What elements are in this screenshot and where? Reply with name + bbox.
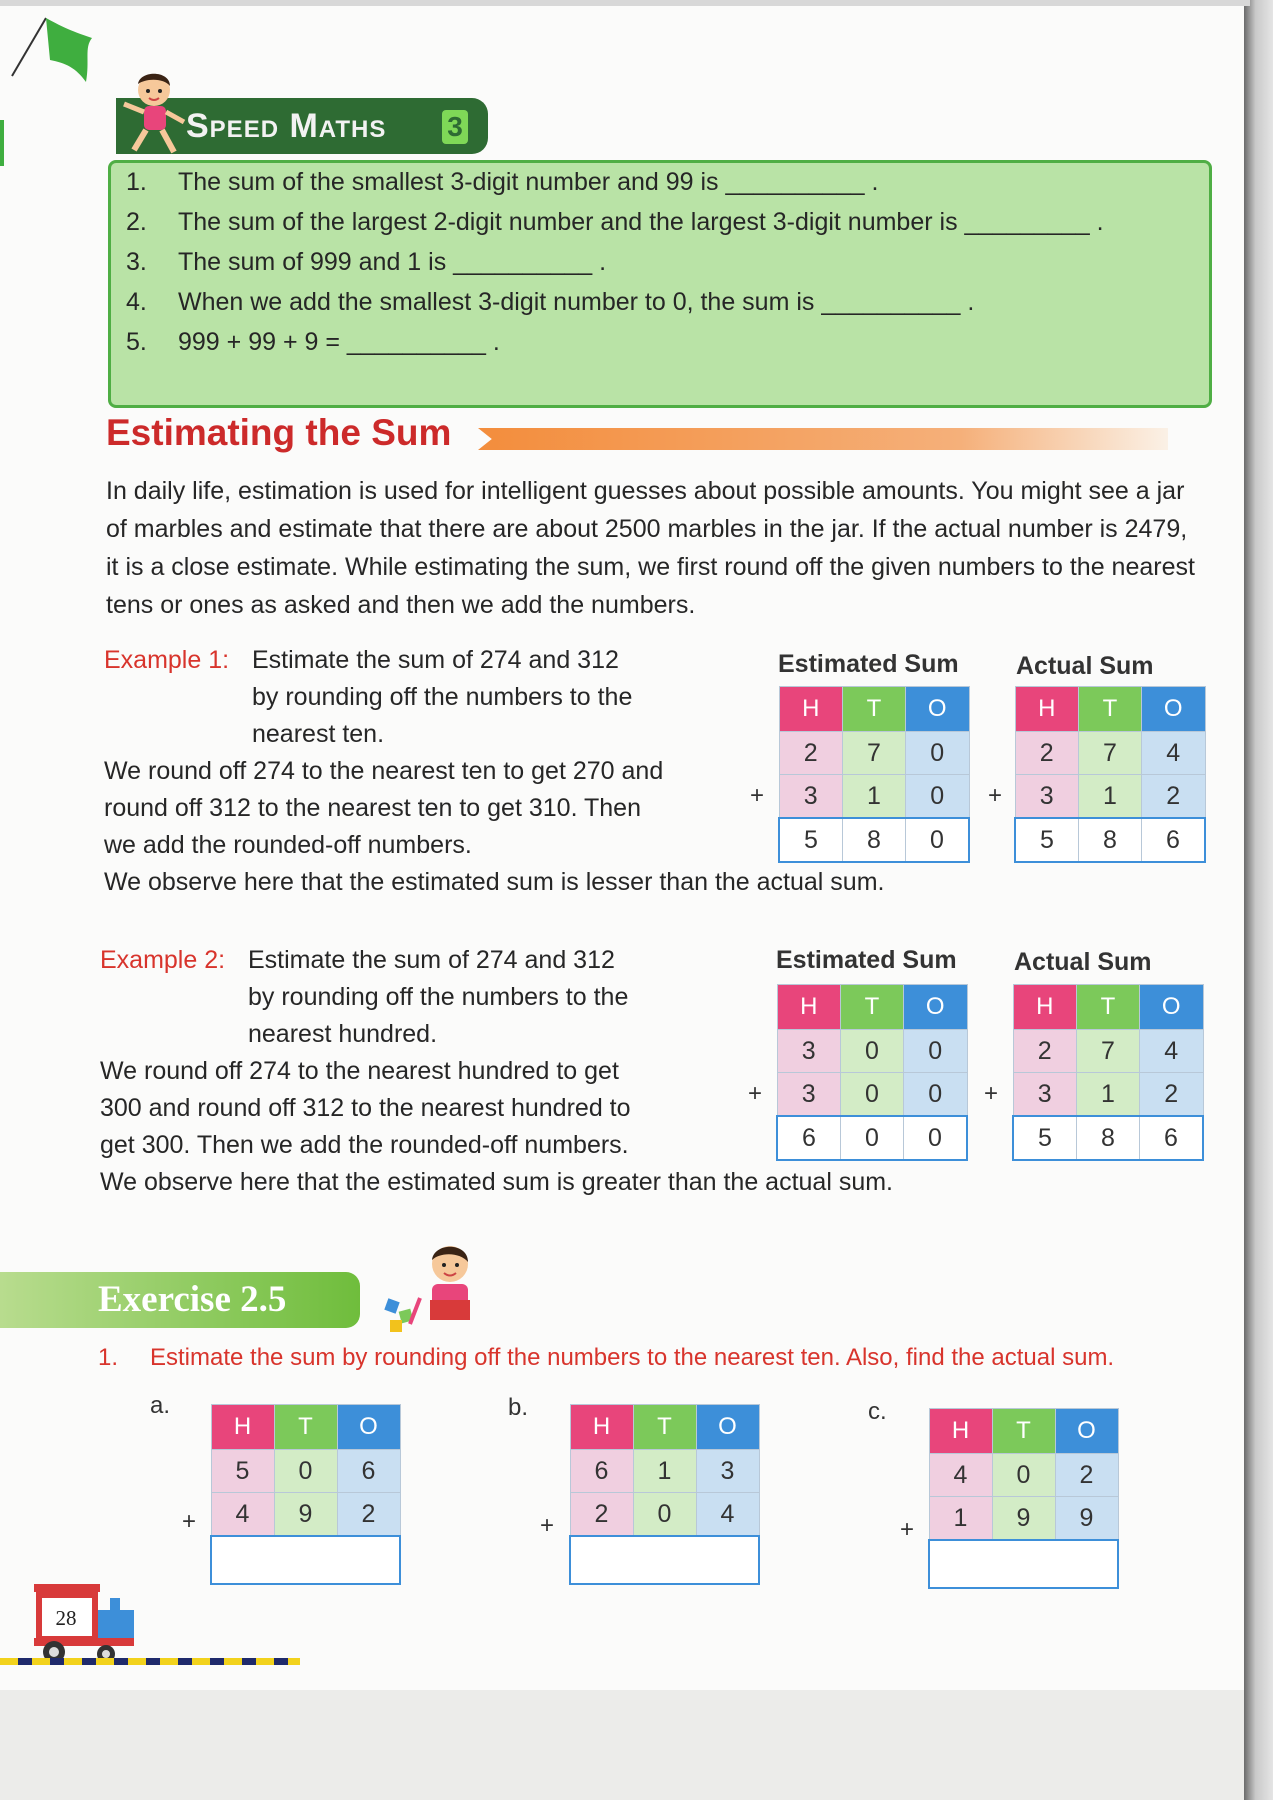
example-2-body-line: get 300. Then we add the rounded-off numbers. — [100, 1131, 629, 1159]
example-1-body-line: we add the rounded-off numbers. — [104, 831, 472, 859]
plus-sign: + — [988, 782, 1003, 809]
exercise-question-1: 1. Estimate the sum by rounding off the numbers to the nearest ten. Also, find the actual sum. — [98, 1344, 1115, 1371]
answer-box-a[interactable] — [211, 1536, 400, 1584]
heading-arrow-bar — [478, 428, 1168, 450]
speed-maths-question: 1. The sum of the smallest 3-digit number and 99 is __________ . — [126, 168, 879, 196]
example-2-prompt-line: nearest hundred. — [248, 1020, 438, 1048]
top-band — [0, 0, 1250, 6]
plus-sign: + — [750, 782, 765, 809]
speed-maths-question: 4. When we add the smallest 3-digit number to 0, the sum is __________ . — [126, 288, 975, 316]
exercise-table-a: H T O 5 0 6 4 9 2 — [210, 1404, 401, 1585]
estimated-sum-table: H T O 3 0 0 3 0 0 6 0 0 — [776, 984, 968, 1161]
plus-sign: + — [182, 1508, 197, 1535]
actual-sum-table: H T O 2 7 4 3 1 2 5 8 6 — [1012, 984, 1204, 1161]
example-1-observe: We observe here that the estimated sum is lesser than the actual sum. — [104, 868, 885, 896]
answer-box-b[interactable] — [570, 1536, 759, 1584]
plus-sign: + — [900, 1516, 915, 1543]
margin-mark — [0, 120, 4, 166]
example-1-prompt-line: by rounding off the numbers to the — [252, 683, 633, 711]
example-1-prompt-line: nearest ten. — [252, 720, 385, 748]
speed-maths-question: 3. The sum of 999 and 1 is __________ . — [126, 248, 607, 276]
plus-sign: + — [540, 1512, 555, 1539]
estimated-sum-table: H T O 2 7 0 3 1 0 5 8 0 — [778, 686, 970, 863]
scan-background — [0, 1690, 1250, 1800]
example-2-observe: We observe here that the estimated sum is greater than the actual sum. — [100, 1168, 894, 1196]
actual-sum-title: Actual Sum — [1016, 652, 1154, 680]
part-letter-c: c. — [868, 1398, 887, 1425]
answer-box-c[interactable] — [929, 1540, 1118, 1588]
intro-paragraph: In daily life, estimation is used for intelligent guesses about possible amounts. You might see a jar of marbles and estimate that there are about 2500 marbles in the jar. If the actual number is 2479, it is a close estimate. While estimating the sum, we first round off the given numbers to the nearest tens or ones as asked and then we add the numbers. — [106, 477, 1195, 619]
section-heading: Estimating the Sum — [106, 412, 452, 453]
plus-sign: + — [984, 1080, 999, 1107]
page-edge — [1244, 0, 1273, 1800]
running-girl-icon — [112, 66, 192, 158]
exercise-table-c: H T O 4 0 2 1 9 9 — [928, 1408, 1119, 1589]
exercise-table-b: H T O 6 1 3 2 0 4 — [569, 1404, 760, 1585]
part-letter-b: b. — [508, 1394, 529, 1421]
actual-sum-title: Actual Sum — [1014, 948, 1152, 976]
example-2-prompt: Estimate the sum of 274 and 312 — [248, 946, 615, 974]
estimated-sum-title: Estimated Sum — [778, 650, 959, 678]
speed-maths-question: 5. 999 + 99 + 9 = __________ . — [126, 328, 500, 356]
estimated-sum-title: Estimated Sum — [776, 946, 957, 974]
speed-maths-question: 2. The sum of the largest 2-digit number and the largest 3-digit number is _________ . — [126, 208, 1104, 236]
speed-maths-badge: 3 — [442, 110, 468, 144]
example-2-body-line: 300 and round off 312 to the nearest hundred to — [100, 1094, 631, 1122]
part-letter-a: a. — [150, 1392, 171, 1419]
example-2-label: Example 2: — [100, 946, 226, 974]
speed-maths-list — [126, 162, 1206, 362]
exercise-title: Exercise 2.5 — [98, 1279, 287, 1320]
speed-maths-title: Speed Maths — [186, 106, 387, 145]
plus-sign: + — [748, 1080, 763, 1107]
example-2-body-line: We round off 274 to the nearest hundred to get — [100, 1057, 619, 1085]
page-number: 28 — [55, 1606, 77, 1630]
example-1-body-line: round off 312 to the nearest ten to get 310. Then — [104, 794, 641, 822]
flag-icon — [6, 8, 96, 88]
reading-girl-icon — [380, 1238, 490, 1338]
example-2-prompt-line: by rounding off the numbers to the — [248, 983, 629, 1011]
example-1-body-line: We round off 274 to the nearest ten to get 270 and — [104, 757, 664, 785]
example-1-label: Example 1: — [104, 646, 230, 674]
train-track — [0, 1658, 300, 1665]
actual-sum-table: H T O 2 7 4 3 1 2 5 8 6 — [1014, 686, 1206, 863]
example-1-prompt: Estimate the sum of 274 and 312 — [252, 646, 619, 674]
